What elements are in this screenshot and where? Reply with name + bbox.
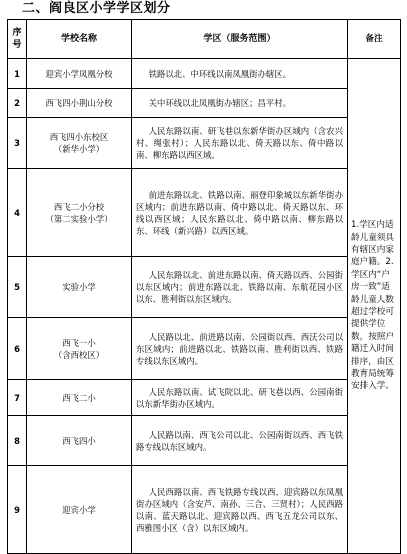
- header-school-name: 学校名称: [27, 20, 132, 59]
- row-district: 人民东路以南、研飞巷以东新华街办区域内（含农兴村、绳张村）；人民东路以北、倚天路以东、倚中路以南、柳东路以西区域。: [132, 118, 348, 169]
- school-name-line: 西飞二小: [62, 392, 96, 403]
- table-row: [8, 318, 401, 380]
- school-name-line: 西飞四小: [62, 435, 96, 446]
- row-no: 8: [8, 416, 27, 466]
- school-name-line: （含西校区）: [53, 349, 105, 360]
- school-name-line: 实验小学: [62, 282, 96, 292]
- row-school-name: [27, 318, 132, 380]
- school-name-line: 迎宾小学: [62, 504, 96, 515]
- header-district: 学区（服务范围）: [132, 20, 348, 59]
- header-no-line2: 号: [12, 40, 22, 50]
- row-no: 3: [8, 118, 27, 169]
- section-heading: 二、阎良区小学学区划分: [22, 1, 171, 16]
- row-no: 2: [8, 89, 27, 118]
- table-header-row: [8, 20, 401, 59]
- table-row: [8, 466, 401, 554]
- note-cell: 1.学区内适龄儿童须具有辖区内家庭户籍。2.学区内“户房一致”适龄儿童人数超过学校可提供学位数，按照户籍迁入时间排序，由区教育局统筹安排入学。: [348, 59, 401, 554]
- school-name-line: 西飞四小荆山分校: [45, 98, 113, 108]
- row-school-name: [27, 416, 132, 466]
- school-name-line: （新华小学）: [53, 144, 105, 154]
- school-name-line: 迎宾小学凤凰分校: [45, 68, 113, 79]
- row-school-name: [27, 380, 132, 416]
- row-no: 5: [8, 257, 27, 318]
- row-no: 6: [8, 318, 27, 380]
- row-no: 4: [8, 169, 27, 257]
- row-district: 人民东路以北、前进东路以南、倚天路以西、公园街以东区域内；前进东路以北、铁路以南、东航花园小区以东、胜利街以东区域内。: [132, 257, 348, 318]
- table-row: [8, 118, 401, 169]
- table-row: [8, 257, 401, 318]
- table-row: [8, 59, 401, 89]
- row-no: 9: [8, 466, 27, 554]
- row-district: 人民路以南、西飞公司以北、公园南街以西、西飞铁路专线以东区域内。: [132, 416, 348, 466]
- row-school-name: [27, 59, 132, 89]
- school-name-line: 西飞一小: [62, 337, 96, 348]
- row-district: 人民东路以南、试飞院以北、研飞巷以西、公园南街以东新华街办区域内。: [132, 380, 348, 416]
- row-school-name: [27, 257, 132, 318]
- header-note: 备注: [348, 20, 401, 59]
- row-district: 人民路以北、前进路以南、公园街以西、西沃公司以东区域内；前进路以北、铁路以南、胜利街以西、铁路专线以东区域内。: [132, 318, 348, 380]
- header-no-line1: 序: [12, 28, 22, 38]
- table-row: [8, 89, 401, 118]
- row-school-name: [27, 89, 132, 118]
- row-no: 1: [8, 59, 27, 89]
- row-school-name: [27, 466, 132, 554]
- header-no: [8, 20, 27, 59]
- school-district-table: [7, 19, 401, 554]
- row-district: 人民西路以南、西飞铁路专线以西、迎宾路以东凤凰街办区域内（含安芦、南孙、三合、三贤村）；人民西路以南、蓝天路以北、迎宾路以西、西飞五龙公司以东、西雅图小区（含）以东区域内。: [132, 466, 348, 554]
- row-district: 前进东路以北、铁路以南、丽登印象城以东新华街办区域内；前进东路以南、倚中路以北、倚天路以东、环线以西区域；人民东路以北、倚中路以南、柳东路以东、环线（新兴路）以西区域。: [132, 169, 348, 257]
- table-row: [8, 416, 401, 466]
- row-no: 7: [8, 380, 27, 416]
- table-row: [8, 169, 401, 257]
- table-row: [8, 380, 401, 416]
- school-name-line: 西飞二小分校: [53, 201, 105, 212]
- row-school-name: [27, 169, 132, 257]
- school-name-line: （第二实验小学）: [45, 213, 113, 224]
- row-school-name: [27, 118, 132, 169]
- school-name-line: 西飞四小东校区: [49, 132, 109, 142]
- row-district: 关中环线以北凤凰街办辖区；昌平村。: [132, 89, 348, 118]
- row-district: 铁路以北、中环线以南凤凰街办辖区。: [132, 59, 348, 89]
